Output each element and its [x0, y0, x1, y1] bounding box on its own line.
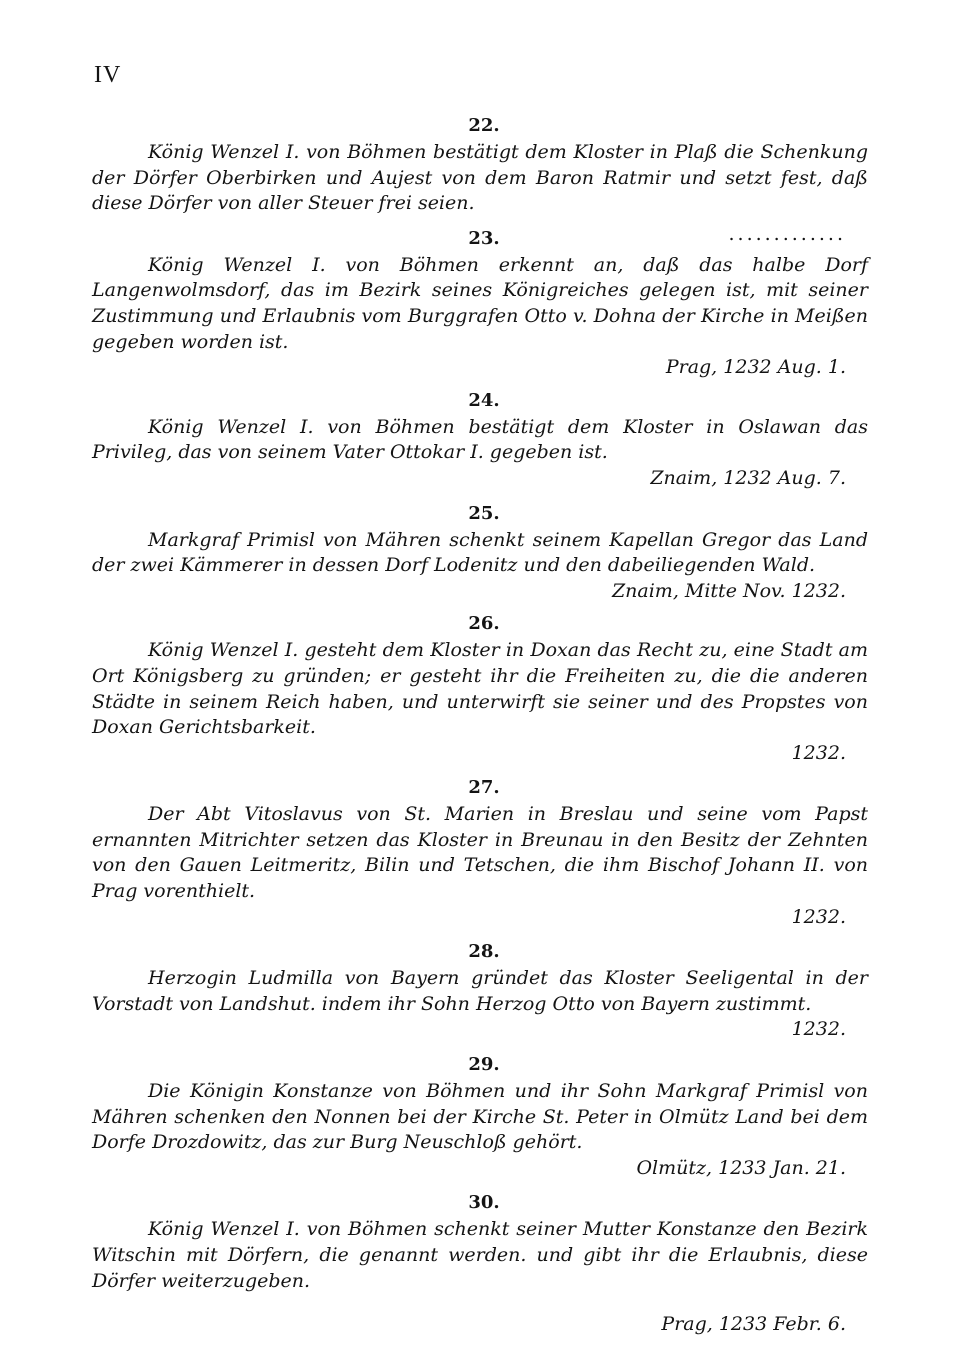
entry-number: 23.	[468, 227, 500, 249]
page-number: IV	[94, 62, 122, 88]
entry-number: 29.	[468, 1054, 500, 1076]
entry-date: Znaim, 1232 Aug. 7.	[650, 466, 846, 489]
entry-text: König Wenzel I. von Böhmen bestätigt dem Kloster in Oslawan das Privileg, das von seinem Vater Ottokar I. gegeben ist.	[92, 415, 868, 464]
entry-23	[92, 222, 868, 381]
entry-number: 27.	[468, 777, 500, 799]
entry-29	[92, 1051, 868, 1181]
entry-26	[92, 610, 868, 766]
entry-24	[92, 387, 868, 492]
entry-number: 28.	[468, 941, 500, 963]
entry-27	[92, 774, 868, 930]
document-body	[92, 112, 868, 1338]
entry-text: Die Königin Konstanze von Böhmen und ihr Sohn Markgraf Primisl von Mähren schenken den Nonnen bei der Kirche St. Peter in Olmütz Land bei dem Dorfe Drozdowitz, das zur Burg Neuschloß gehört.	[92, 1080, 868, 1154]
entry-28	[92, 938, 868, 1043]
entry-25	[92, 500, 868, 605]
entry-text: Der Abt Vitoslavus von St. Marien in Breslau und seine vom Papst ernannten Mitrichter setzen das Kloster in Breunau in den Besitz der Zehnten von den Gauen Leitmeritz, Bilin und Tetschen, die ihm Bischof Johann II. von Prag vorenthielt.	[92, 803, 868, 903]
entry-number: 24.	[468, 389, 500, 411]
entry-text: König Wenzel I. von Böhmen erkennt an, daß das halbe Dorf Langenwolmsdorf, das im Bezirk seines Königreiches gelegen ist, mit seiner Zustimmung und Erlaubnis vom Burggrafen Otto v. Dohna der Kirche in Meißen gegeben worden ist.	[92, 253, 868, 353]
entry-date: 1232.	[791, 741, 846, 764]
entry-date: Znaim, Mitte Nov. 1232.	[611, 579, 846, 602]
entry-date: Prag, 1232 Aug. 1.	[665, 356, 846, 379]
entry-text: König Wenzel I. von Böhmen schenkt seiner Mutter Konstanze den Bezirk Witschin mit Dörfern, die genannt werden. und gibt ihr die Erlaubnis, diese Dörfer weiterzugeben.	[92, 1218, 868, 1292]
entry-text: Markgraf Primisl von Mähren schenkt seinem Kapellan Gregor das Land der zwei Kämmerer in dessen Dorf Lodenitz und den dabeiliegenden Wald.	[92, 528, 868, 577]
entry-date: 1232.	[791, 1018, 846, 1041]
entry-date: Olmütz, 1233 Jan. 21.	[636, 1156, 846, 1179]
date-placeholder: .............	[728, 222, 846, 245]
entry-number: 30.	[468, 1192, 500, 1214]
entry-30	[92, 1189, 868, 1337]
entry-number: 22.	[468, 115, 500, 136]
entry-date: Prag, 1233 Febr. 6.	[661, 1313, 846, 1336]
entry-number: 26.	[468, 613, 500, 635]
entry-date: 1232.	[791, 905, 846, 928]
entry-number: 25.	[468, 502, 500, 524]
entry-text: König Wenzel I. von Böhmen bestätigt dem Kloster in Plaß die Schenkung der Dörfer Oberbirken und Aujest von dem Baron Ratmir und setzt fest, daß diese Dörfer von aller Steuer frei seien.	[92, 141, 868, 215]
entry-text: König Wenzel I. gesteht dem Kloster in Doxan das Recht zu, eine Stadt am Ort Königsberg zu gründen; er gesteht ihr die Freiheiten zu, die die anderen Städte in seinem Reich haben, und unterwirft sie seiner und des Propstes von Doxan Gerichtsbarkeit.	[92, 639, 868, 739]
entry-text: Herzogin Ludmilla von Bayern gründet das Kloster Seeligental in der Vorstadt von Landshut. indem ihr Sohn Herzog Otto von Bayern zustimmt.	[92, 967, 868, 1015]
